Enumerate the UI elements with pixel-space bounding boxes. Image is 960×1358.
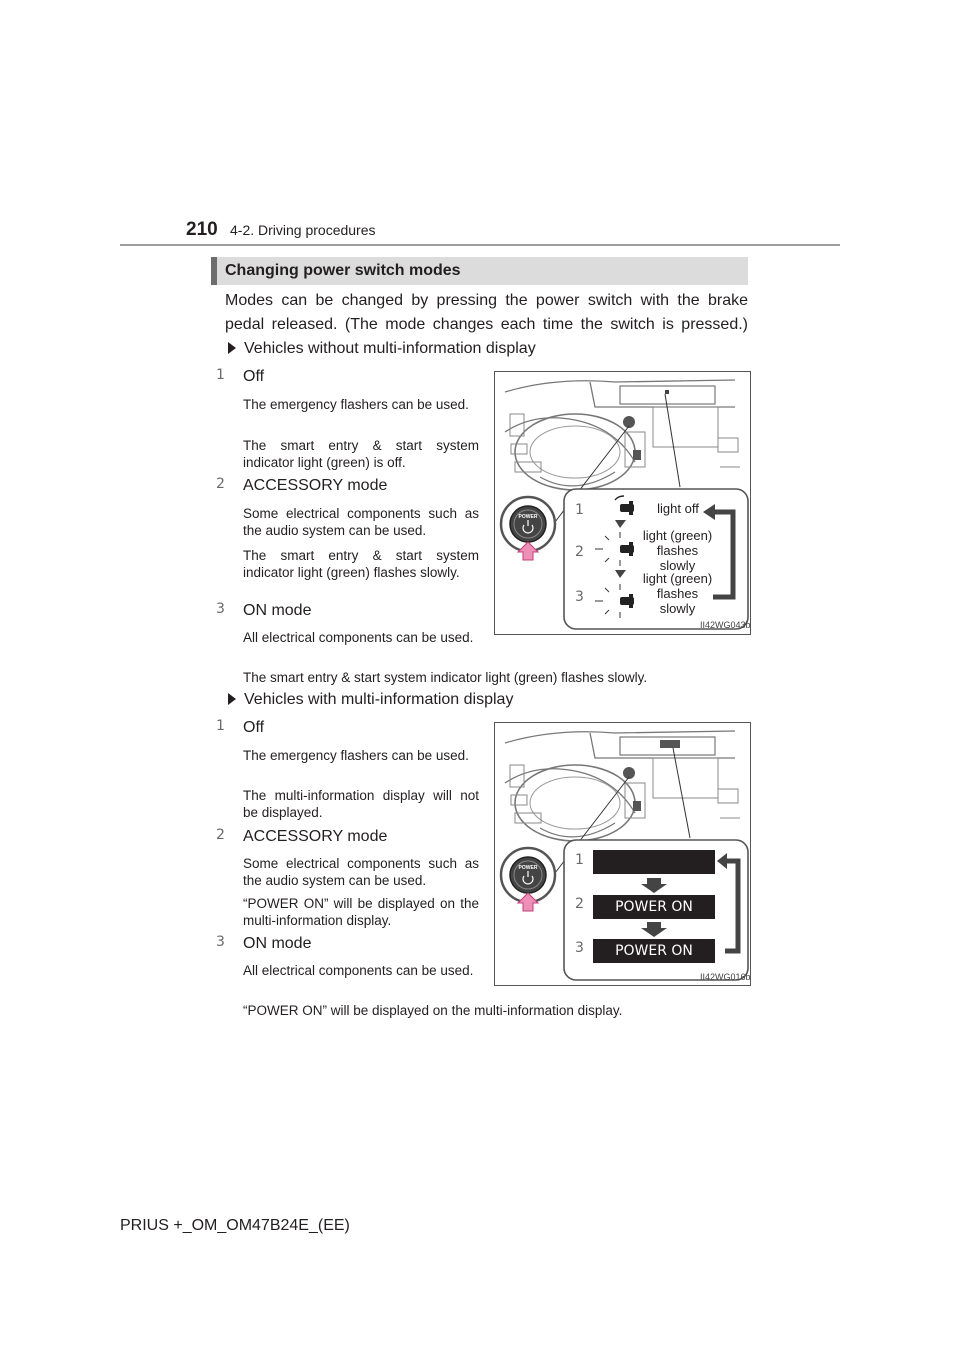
g2-item1-mode: Off <box>243 719 265 736</box>
section-heading <box>211 257 748 285</box>
g1-item1-number: 1 <box>216 367 225 383</box>
intro-line-2: pedal released. (The mode changes each time the switch is pressed.) <box>225 316 748 333</box>
g2-item1-number: 1 <box>216 718 225 734</box>
g2-item2-desc2: “POWER ON” will be displayed on the multi-information display. <box>243 896 479 928</box>
group1-title: Vehicles without multi-information display <box>244 340 536 357</box>
header-rule <box>120 244 840 246</box>
g1-note: The smart entry & start system indicator light (green) flashes slowly. <box>243 670 648 685</box>
g1-item1-desc2: The smart entry & start system indicator light (green) is off. <box>243 438 479 470</box>
section-title: 4-2. Driving procedures <box>230 222 376 238</box>
g1-item2-desc1: Some electrical components such as the audio system can be used. <box>243 506 479 538</box>
fig1-label-2: light (green) flashes slowly <box>642 528 713 573</box>
figure-2 <box>494 722 751 986</box>
fig1-callout-1: 1 <box>575 502 584 518</box>
group2-subtitle <box>228 691 513 709</box>
g2-note: “POWER ON” will be displayed on the multi-information display. <box>243 1003 623 1018</box>
g1-item1-desc1: The emergency flashers can be used. <box>243 397 469 412</box>
fig1-callout-3: 3 <box>575 589 584 605</box>
heading-bar <box>211 257 217 285</box>
g1-item2-desc2: The smart entry & start system indicator light (green) flashes slowly. <box>243 548 479 580</box>
power-button-label: POWER <box>518 514 538 520</box>
g2-item3-number: 3 <box>216 934 225 950</box>
group2-title: Vehicles with multi-information display <box>244 691 514 708</box>
fig1-label-3: light (green) flashes slowly <box>642 571 713 616</box>
g2-item3-desc1: All electrical components can be used. <box>243 963 474 978</box>
fig1-code: II42WG043b <box>700 620 751 630</box>
triangle-bullet-icon <box>228 693 236 705</box>
g1-item1-mode: Off <box>243 368 265 385</box>
power-button-label: POWER <box>518 865 538 871</box>
g2-item2-desc1: Some electrical components such as the audio system can be used. <box>243 856 479 888</box>
figure-1 <box>494 371 751 635</box>
g1-item2-mode: ACCESSORY mode <box>243 477 388 494</box>
fig2-callout-2: 2 <box>575 896 584 912</box>
footer-doc-code: PRIUS +_OM_OM47B24E_(EE) <box>120 1217 350 1234</box>
g1-item2-number: 2 <box>216 476 225 492</box>
fig2-display-2: POWER ON <box>615 899 693 915</box>
g1-item3-mode: ON mode <box>243 602 312 619</box>
g1-item3-number: 3 <box>216 601 225 617</box>
fig2-callout-1: 1 <box>575 852 584 868</box>
g1-item3-desc1: All electrical components can be used. <box>243 630 474 645</box>
g2-item1-desc2: The multi-information display will not be displayed. <box>243 788 479 820</box>
intro-line-1: Modes can be changed by pressing the power switch with the brake <box>225 292 748 309</box>
triangle-bullet-icon <box>228 342 236 354</box>
heading-text: Changing power switch modes <box>225 262 461 279</box>
group1-subtitle <box>228 340 536 358</box>
fig2-code: II42WG016b <box>700 972 751 982</box>
fig1-callout-2: 2 <box>575 544 584 560</box>
fig2-display-3: POWER ON <box>615 943 693 959</box>
page-number: 210 <box>186 219 218 240</box>
g2-item2-number: 2 <box>216 827 225 843</box>
fig1-label-1: light off <box>657 501 699 516</box>
g2-item2-mode: ACCESSORY mode <box>243 828 388 845</box>
g2-item3-mode: ON mode <box>243 935 312 952</box>
g2-item1-desc1: The emergency flashers can be used. <box>243 748 469 763</box>
fig2-callout-3: 3 <box>575 940 584 956</box>
